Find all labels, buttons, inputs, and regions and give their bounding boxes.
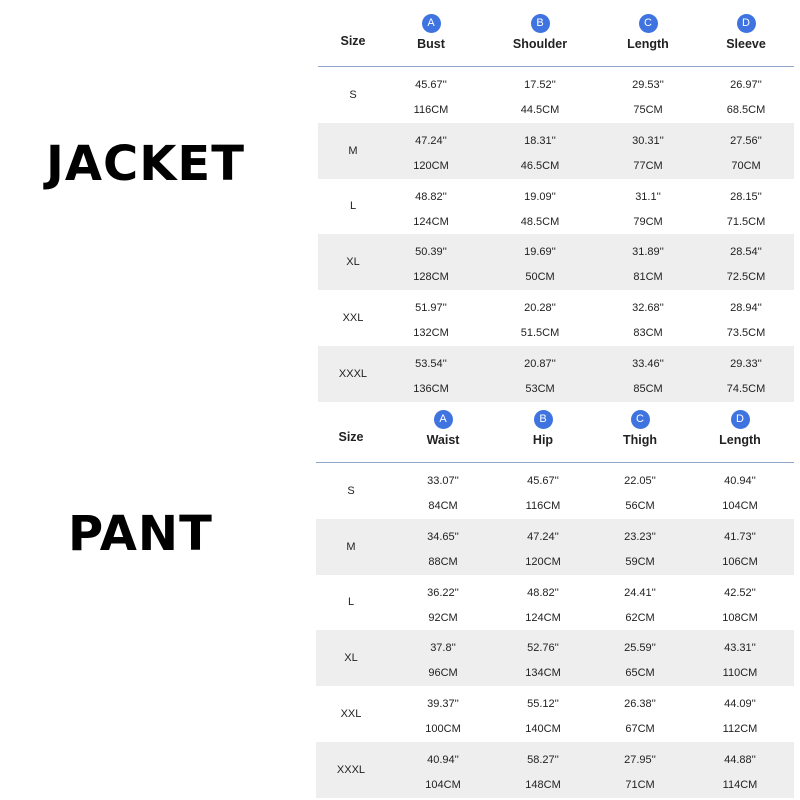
- measurement-cell: [595, 630, 685, 686]
- inch-value: 29.53'': [632, 79, 664, 91]
- measurement-cell: [595, 742, 685, 798]
- size-label: S: [349, 88, 357, 101]
- size-label: XXXL: [338, 367, 368, 380]
- cm-value: 85CM: [633, 382, 663, 395]
- inch-value: 45.67'': [415, 79, 447, 91]
- cm-value: 50CM: [525, 271, 555, 284]
- cm-value: 65CM: [625, 667, 655, 680]
- column-title: Shoulder: [512, 37, 568, 51]
- measure-badge-c: C: [631, 410, 650, 429]
- measurement-cell: [603, 290, 693, 346]
- jacket-size-table: [318, 0, 794, 402]
- inch-value: 18.31'': [524, 134, 556, 147]
- cm-value: 140CM: [525, 723, 561, 736]
- measurement-cell: [498, 519, 588, 575]
- cm-value: 120CM: [525, 555, 561, 568]
- inch-value: 17.52'': [524, 79, 556, 91]
- cm-value: 51.5CM: [520, 327, 560, 340]
- cm-value: 120CM: [413, 159, 449, 172]
- cm-value: 48.5CM: [520, 215, 560, 228]
- measurement-cell: [498, 742, 588, 798]
- cm-value: 79CM: [633, 215, 663, 228]
- column-header-sleeve: [701, 0, 791, 66]
- cm-value: 148CM: [525, 778, 561, 791]
- cm-value: 124CM: [525, 611, 561, 624]
- table-row: [316, 630, 794, 686]
- table-row: [318, 67, 794, 123]
- inch-value: 28.54'': [730, 246, 762, 259]
- inch-value: 23.23'': [624, 530, 656, 543]
- cm-value: 96CM: [428, 667, 458, 680]
- cm-value: 56CM: [625, 500, 655, 512]
- size-label: XXL: [342, 312, 364, 325]
- cm-value: 106CM: [722, 555, 758, 568]
- measurement-cell: [495, 123, 585, 179]
- measurement-cell: [398, 575, 488, 631]
- column-header-length: [603, 0, 693, 66]
- inch-value: 42.52'': [724, 586, 756, 599]
- cm-value: 112CM: [722, 723, 758, 736]
- inch-value: 20.87'': [524, 357, 556, 370]
- measurement-cell: [386, 179, 476, 235]
- measurement-cell: [386, 290, 476, 346]
- measurement-cell: [695, 742, 785, 798]
- inch-value: 40.94'': [427, 753, 459, 766]
- table-row: [318, 179, 794, 235]
- inch-value: 55.12'': [527, 698, 559, 711]
- measurement-cell: [595, 519, 685, 575]
- inch-value: 25.59'': [624, 642, 656, 655]
- size-label: XXXL: [336, 763, 366, 776]
- inch-value: 39.37'': [427, 698, 459, 711]
- inch-value: 24.41'': [624, 586, 656, 599]
- column-title: Length: [719, 433, 761, 447]
- inch-value: 48.82'': [527, 586, 559, 599]
- size-label: S: [347, 484, 355, 497]
- inch-value: 33.46'': [632, 357, 664, 370]
- measurement-cell: [498, 630, 588, 686]
- cm-value: 128CM: [413, 271, 449, 284]
- cm-value: 104CM: [425, 778, 461, 791]
- measurement-cell: [498, 575, 588, 631]
- measurement-cell: [495, 179, 585, 235]
- cm-value: 124CM: [413, 215, 449, 228]
- measurement-cell: [386, 346, 476, 402]
- column-title: Sleeve: [726, 37, 766, 51]
- measure-badge-a: A: [434, 410, 453, 429]
- inch-value: 19.09'': [524, 190, 556, 203]
- inch-value: 22.05'': [624, 475, 656, 487]
- measurement-cell: [701, 67, 791, 123]
- inch-value: 20.28'': [524, 302, 556, 315]
- measurement-cell: [498, 686, 588, 742]
- cm-value: 62CM: [625, 611, 655, 624]
- inch-value: 45.67'': [527, 475, 559, 487]
- cm-value: 116CM: [525, 500, 561, 512]
- measurement-cell: [695, 686, 785, 742]
- cm-value: 73.5CM: [726, 327, 766, 340]
- inch-value: 33.07'': [427, 475, 459, 487]
- cm-value: 83CM: [633, 327, 663, 340]
- cm-value: 110CM: [722, 667, 758, 680]
- size-label: L: [349, 200, 357, 213]
- measurement-cell: [603, 346, 693, 402]
- size-label: M: [346, 540, 356, 553]
- cm-value: 67CM: [625, 723, 655, 736]
- inch-value: 52.76'': [527, 642, 559, 655]
- size-label: XXL: [340, 708, 362, 721]
- column-header-waist: [398, 396, 488, 462]
- column-header-hip: [498, 396, 588, 462]
- column-header-shoulder: [495, 0, 585, 66]
- measurement-cell: [398, 686, 488, 742]
- inch-value: 37.8'': [430, 642, 456, 655]
- cm-value: 81CM: [633, 271, 663, 284]
- measurement-cell: [603, 234, 693, 290]
- measurement-cell: [695, 463, 785, 519]
- size-label: XL: [344, 652, 358, 665]
- cm-value: 70CM: [731, 159, 761, 172]
- inch-value: 34.65'': [427, 530, 459, 543]
- inch-value: 51.97'': [415, 302, 447, 315]
- inch-value: 47.24'': [415, 134, 447, 147]
- pant-size-table: [316, 396, 794, 798]
- measurement-cell: [498, 463, 588, 519]
- cm-value: 71.5CM: [726, 215, 766, 228]
- cm-value: 72.5CM: [726, 271, 766, 284]
- measure-badge-c: C: [639, 14, 658, 33]
- pant-table-header: [316, 396, 794, 463]
- column-title: Thigh: [622, 433, 657, 447]
- measurement-cell: [603, 67, 693, 123]
- table-row: [318, 290, 794, 346]
- measurement-cell: [701, 123, 791, 179]
- cm-value: 92CM: [428, 611, 458, 624]
- inch-value: 44.88'': [724, 753, 756, 766]
- measurement-cell: [495, 67, 585, 123]
- measurement-cell: [495, 290, 585, 346]
- measurement-cell: [701, 234, 791, 290]
- inch-value: 53.54'': [415, 357, 447, 370]
- measure-badge-d: D: [737, 14, 756, 33]
- table-row: [316, 519, 794, 575]
- inch-value: 28.94'': [730, 302, 762, 315]
- cm-value: 116CM: [413, 104, 449, 116]
- table-row: [318, 346, 794, 402]
- inch-value: 32.68'': [632, 302, 664, 315]
- inch-value: 47.24'': [527, 530, 559, 543]
- table-row: [318, 123, 794, 179]
- measurement-cell: [386, 234, 476, 290]
- cm-value: 46.5CM: [520, 159, 560, 172]
- inch-value: 31.1'': [635, 190, 661, 203]
- table-row: [316, 575, 794, 631]
- inch-value: 19.69'': [524, 246, 556, 259]
- cm-value: 84CM: [428, 500, 458, 512]
- column-header-bust: [386, 0, 476, 66]
- measurement-cell: [595, 463, 685, 519]
- cm-value: 44.5CM: [520, 104, 560, 116]
- measurement-cell: [595, 686, 685, 742]
- jacket-table-header: [318, 0, 794, 67]
- inch-value: 48.82'': [415, 190, 447, 203]
- inch-value: 29.33'': [730, 357, 762, 370]
- measurement-cell: [701, 179, 791, 235]
- cm-value: 88CM: [428, 555, 458, 568]
- column-title: Bust: [417, 37, 445, 51]
- measurement-cell: [398, 463, 488, 519]
- column-title: Waist: [426, 433, 460, 447]
- cm-value: 75CM: [633, 104, 663, 116]
- column-header-length: [695, 396, 785, 462]
- inch-value: 44.09'': [724, 698, 756, 711]
- table-row: [318, 234, 794, 290]
- inch-value: 26.38'': [624, 698, 656, 711]
- inch-value: 30.31'': [632, 134, 664, 147]
- measure-badge-a: A: [422, 14, 441, 33]
- inch-value: 41.73'': [724, 530, 756, 543]
- table-row: [316, 463, 794, 519]
- measure-badge-d: D: [731, 410, 750, 429]
- size-label: M: [348, 144, 358, 157]
- pant-section-title: PANT: [68, 506, 213, 562]
- column-title: Hip: [532, 433, 554, 447]
- inch-value: 50.39'': [415, 246, 447, 259]
- size-label: L: [347, 596, 355, 609]
- measurement-cell: [603, 123, 693, 179]
- cm-value: 71CM: [625, 778, 655, 791]
- cm-value: 59CM: [625, 555, 655, 568]
- inch-value: 58.27'': [527, 753, 559, 766]
- cm-value: 104CM: [722, 500, 758, 512]
- measurement-cell: [398, 742, 488, 798]
- measurement-cell: [495, 234, 585, 290]
- cm-value: 136CM: [413, 382, 449, 395]
- jacket-section-title: JACKET: [46, 136, 245, 192]
- cm-value: 74.5CM: [726, 382, 766, 395]
- measurement-cell: [398, 630, 488, 686]
- size-column-header: Size: [338, 430, 364, 444]
- cm-value: 53CM: [525, 382, 555, 395]
- inch-value: 27.95'': [624, 753, 656, 766]
- measure-badge-b: B: [534, 410, 553, 429]
- column-header-thigh: [595, 396, 685, 462]
- size-column-header: Size: [340, 34, 366, 48]
- measurement-cell: [398, 519, 488, 575]
- inch-value: 43.31'': [724, 642, 756, 655]
- measurement-cell: [695, 575, 785, 631]
- cm-value: 132CM: [413, 327, 449, 340]
- measurement-cell: [386, 123, 476, 179]
- inch-value: 31.89'': [632, 246, 664, 259]
- measurement-cell: [701, 346, 791, 402]
- table-row: [316, 742, 794, 798]
- inch-value: 28.15'': [730, 190, 762, 203]
- cm-value: 114CM: [722, 778, 758, 791]
- measurement-cell: [701, 290, 791, 346]
- cm-value: 68.5CM: [726, 104, 766, 116]
- inch-value: 27.56'': [730, 134, 762, 147]
- measurement-cell: [603, 179, 693, 235]
- inch-value: 36.22'': [427, 586, 459, 599]
- cm-value: 77CM: [633, 159, 663, 172]
- measure-badge-b: B: [531, 14, 550, 33]
- measurement-cell: [695, 519, 785, 575]
- measurement-cell: [495, 346, 585, 402]
- cm-value: 134CM: [525, 667, 561, 680]
- measurement-cell: [695, 630, 785, 686]
- measurement-cell: [595, 575, 685, 631]
- cm-value: 100CM: [425, 723, 461, 736]
- inch-value: 40.94'': [724, 475, 756, 487]
- table-row: [316, 686, 794, 742]
- column-title: Length: [627, 37, 669, 51]
- measurement-cell: [386, 67, 476, 123]
- inch-value: 26.97'': [730, 79, 762, 91]
- size-label: XL: [346, 256, 360, 269]
- cm-value: 108CM: [722, 611, 758, 624]
